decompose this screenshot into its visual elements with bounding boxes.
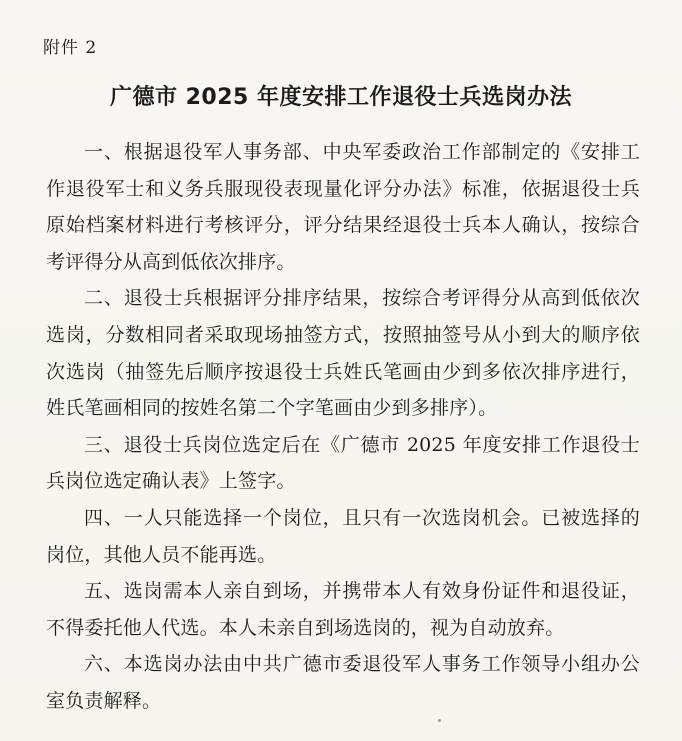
scan-speck [438,719,441,722]
document-title: 广德市 2025 年度安排工作退役士兵选岗办法 [109,85,573,110]
attachment-label: 附件 2 [43,38,98,58]
paragraph-1: 一、根据退役军人事务部、中央军委政治工作部制定的《安排工作退役军士和义务兵服现役表现量化评分办法》标准，依据退役士兵原始档案材料进行考核评分，评分结果经退役士兵本人确认，按综合考评得分从高到低依次排序。 [46,141,640,273]
paragraph-3: 三、退役士兵岗位选定后在《广德市 2025 年度安排工作退役士兵岗位选定确认表》上签字。 [46,433,640,493]
paragraph-5: 五、选岗需本人亲自到场，并携带本人有效身份证件和退役证，不得委托他人代选。本人未亲自到场选岗的，视为自动放弃。 [46,580,640,639]
paragraph-2: 二、退役士兵根据评分排序结果，按综合考评得分从高到低依次选岗，分数相同者采取现场抽签方式，按照抽签号从小到大的顺序依次选岗（抽签先后顺序按退役士兵姓氏笔画由少到多依次排序进行，姓氏笔画相同的按姓名第二个字笔画由少到多排序）。 [46,287,640,420]
paragraph-4: 四、一人只能选择一个岗位，且只有一次选岗机会。已被选择的岗位，其他人员不能再选。 [46,506,640,566]
document-body [46,134,640,720]
paragraph-6: 六、本选岗办法由中共广德市委退役军人事务工作领导小组办公室负责解释。 [46,653,640,712]
